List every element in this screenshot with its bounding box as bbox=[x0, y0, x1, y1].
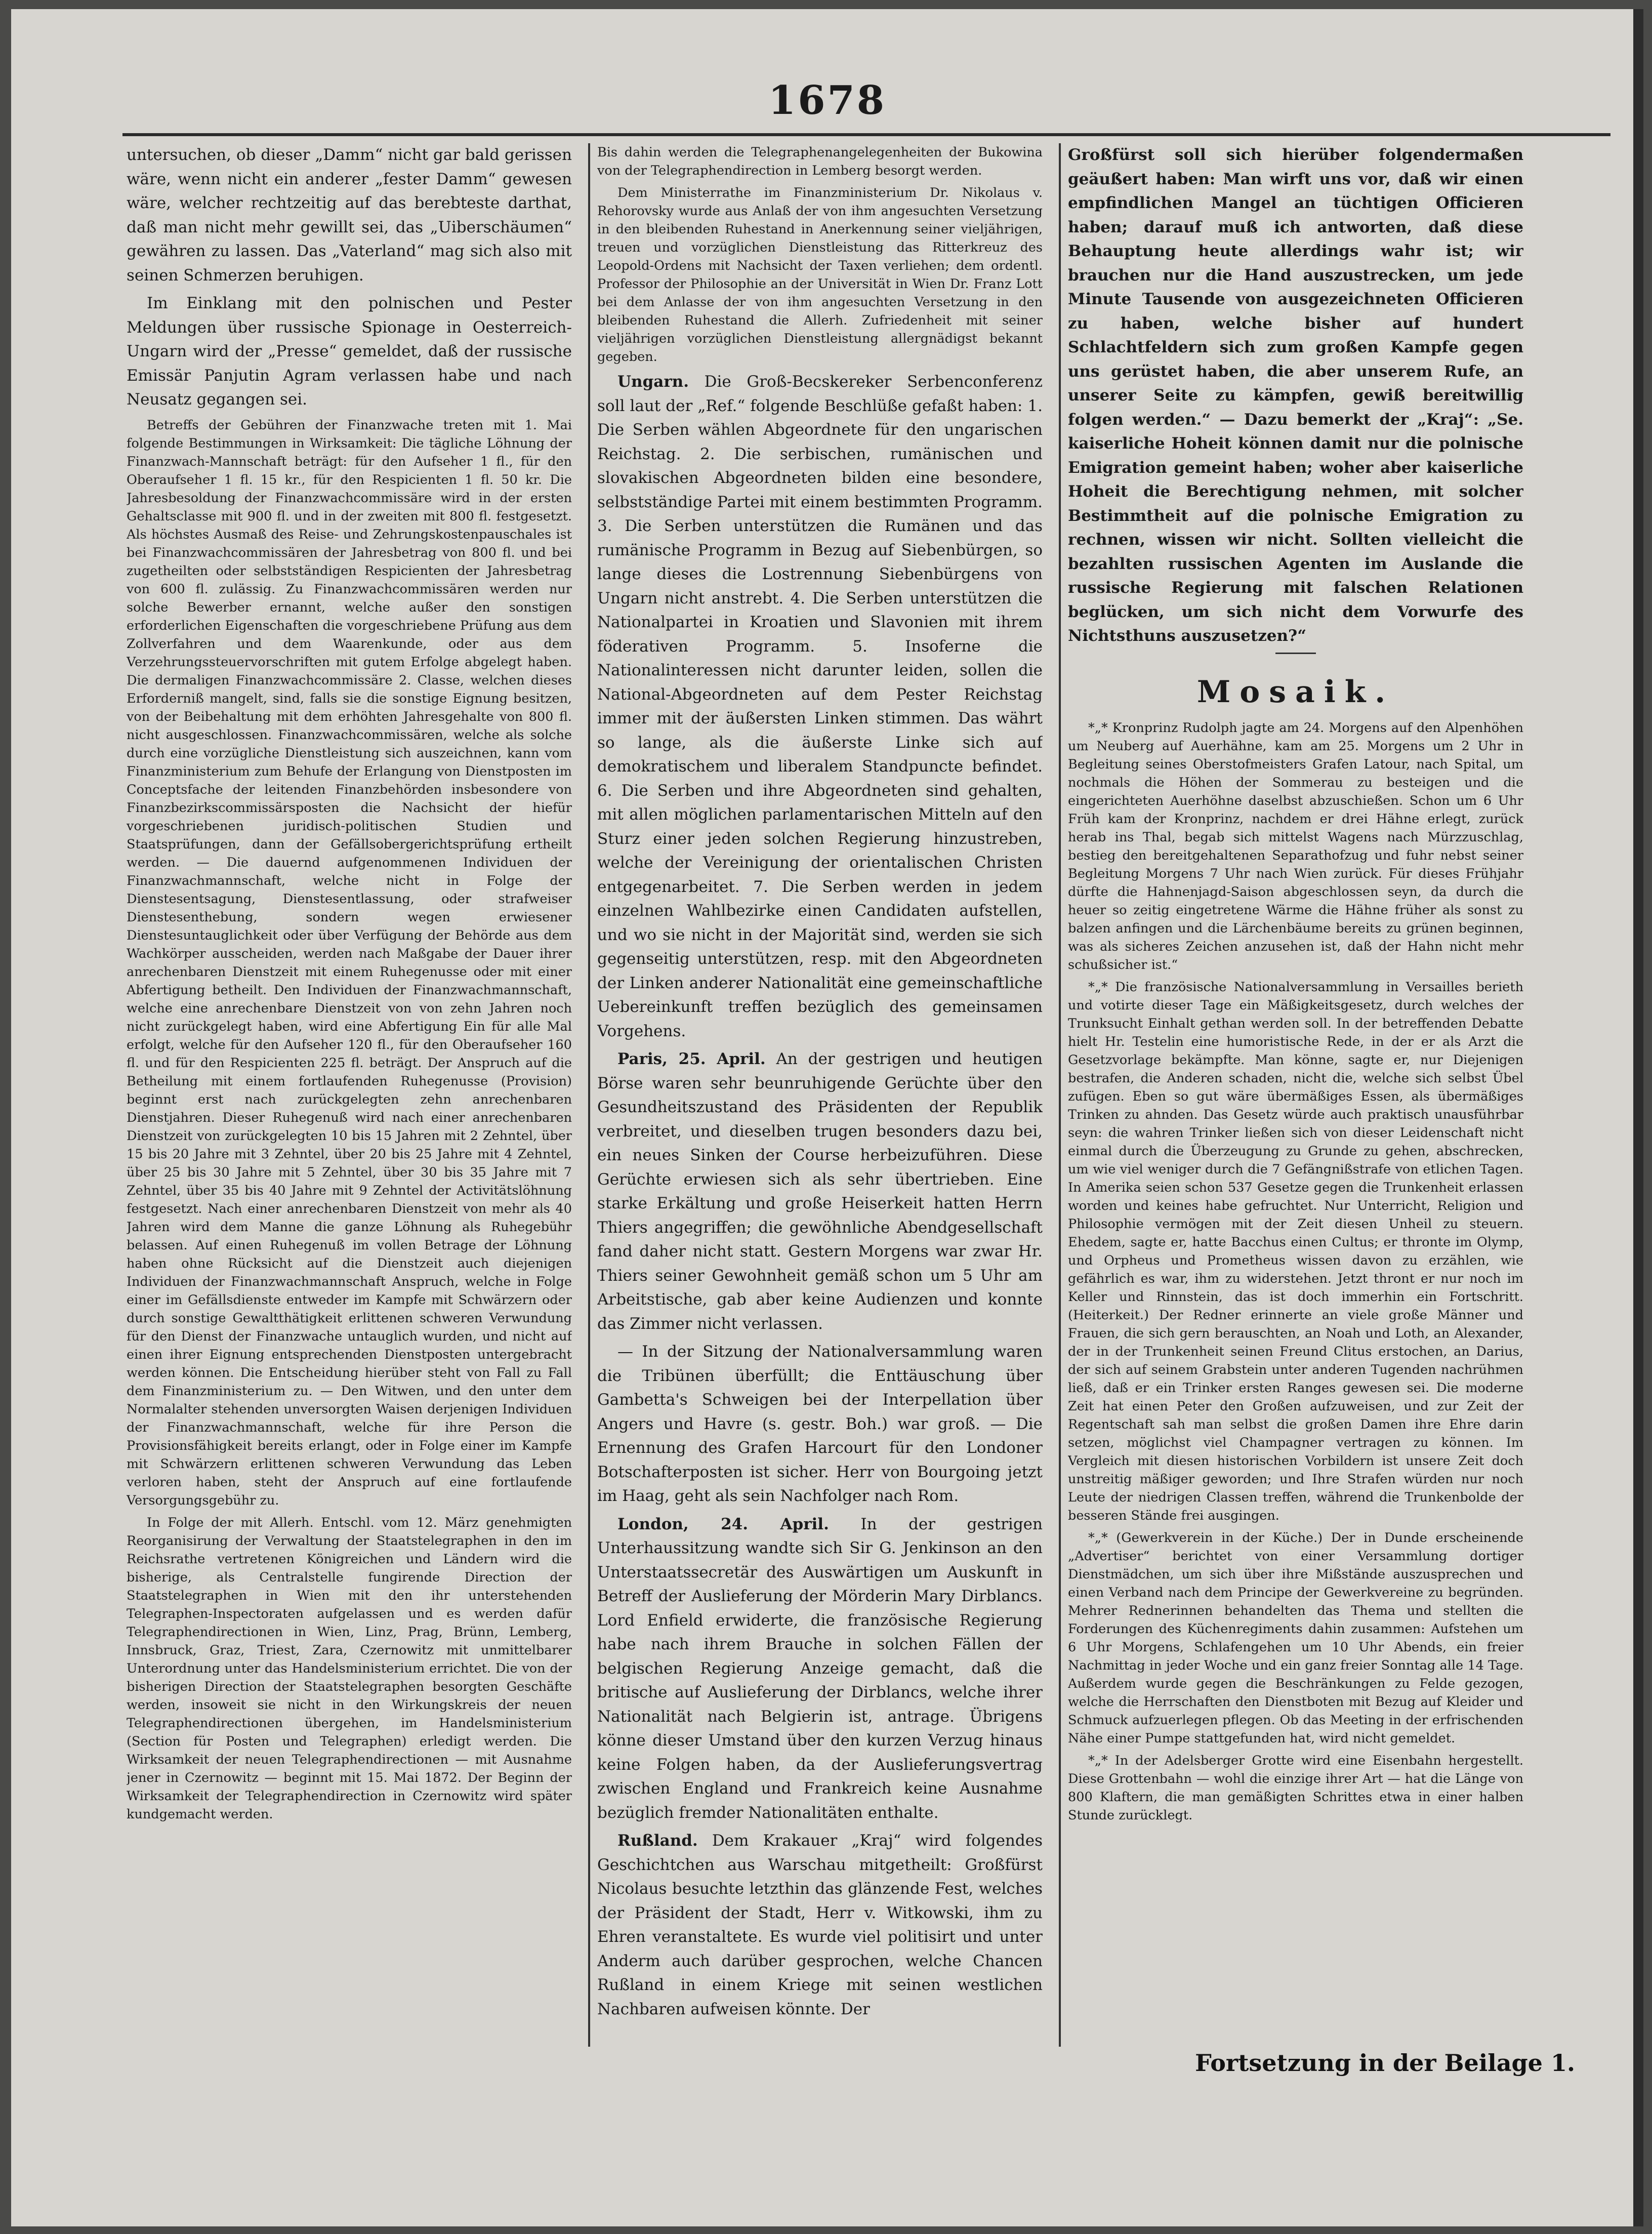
column-1 bbox=[127, 143, 572, 2128]
dateline: Rußland. bbox=[617, 1832, 698, 1850]
article-text: Dem Krakauer „Kraj“ wird folgendes Geschichtchen aus Warschau mitgetheilt: Großfürst Nicolaus besuchte letzthin das glänzende Fest, welches der Präsident der Stadt, Herr v. Witkowski, ihm zu Ehren veranstaltete. Es wurde viel politisirt und unter Anderm auch darüber gesprochen, welche Chancen Rußland in einem Kriege mit seinen westlichen Nachbaren aufweisen könnte. Der bbox=[597, 1832, 1043, 2018]
article-paragraph bbox=[597, 1513, 1043, 1825]
mosaik-item: *„* Kronprinz Rudolph jagte am 24. Morgens auf den Alpenhöhen um Neuberg auf Auerhähne, kam am 25. Morgens um 2 Uhr in Begleitung seines Oberstofmeisters Grafen Latour, nach Spital, um nochmals die Höhen der Sommerau zu besteigen und die eingerichteten Auerhöhne daselbst abzuschießen. Schon um 6 Uhr Früh kam der Kronprinz, nachdem er drei Hähne erlegt, zurück herab ins Thal, begab sich mittelst Wagens nach Mürzzuschlag, bestieg den bereitgehaltenen Separathofzug und fuhr nebst seiner Begleitung Morgens 7 Uhr nach Wien zurück. Für dieses Frühjahr dürfte die Hahnenjagd-Saison abgeschlossen seyn, da durch die heuer so zeitig eingetretene Wärme die Hähne früher als sonst zu balzen anfingen und die Lärchenbäume bereits zu grünen beginnen, was als sicheres Zeichen anzusehen ist, daß der Hahn nicht mehr schußsicher ist.“ bbox=[1068, 720, 1523, 972]
mosaik-item: *„* In der Adelsberger Grotte wird eine Eisenbahn hergestellt. Diese Grottenbahn — wohl die einzige ihrer Art — hat die Länge von 800 Klaftern, die man gemäßigten Schrittes etwa in einer halben Stunde zurücklegt. bbox=[1068, 1753, 1523, 1823]
article-paragraph: Großfürst soll sich hierüber folgendermaßen geäußert haben: Man wirft uns vor, daß wir einen empfindlichen Mangel an tüchtigen Officieren haben; darauf muß ich antworten, daß diese Behauptung heute allerdings wahr ist; wir brauchen nur die Hand auszustrecken, um jede Minute Tausende von ausgezeichneten Officieren zu haben, welche bisher auf hundert Schlachtfeldern sich zum großen Kampfe gegen uns gerüstet haben, die aber unserem Rufe, an unserer Seite zu kämpfen, gewiß bereitwillig folgen werden.“ — Dazu bemerkt der „Kraj“: „Se. kaiserliche Hoheit können damit nur die polnische Emigration gemeint haben; woher aber kaiserliche Hoheit die Berechtigung nehmen, mit solcher Bestimmtheit auf die polnische Emigration zu rechnen, wissen wir nicht. Sollten vielleicht die bezahlten russischen Agenten im Auslande die russische Regierung mit falschen Relationen beglücken, um sich nicht dem Vorwurfe des Nichtsthuns auszusetzen?“ bbox=[1068, 146, 1523, 645]
mosaik-item: *„* Die französische Nationalversammlung in Versailles berieth und votirte dieser Tage ein Mäßigkeitsgesetz, durch welches der Trunksucht Einhalt gethan werden soll. In der betreffenden Debatte hielt Hr. Testelin eine humoristische Rede, in der er als Arzt die Gesetzvorlage bekämpfte. Man könne, sagte er, nur Diejenigen bestrafen, die Anderen schaden, nicht die, welche sich selbst Übel zufügen. Eben so gut wäre übermäßiges Essen, als übermäßiges Trinken zu ahnden. Das Gesetz würde auch praktisch unausführbar seyn: die wahren Trinker ließen sich von dieser Leidenschaft nicht einmal durch die Überzeugung zu Grunde zu gehen, abschrecken, um wie viel weniger durch die 7 Gefängnißstrafe von etlichen Tagen. In Amerika seien schon 537 Gesetze gegen die Trunkenheit erlassen worden und keines habe gefruchtet. Nur Unterricht, Religion und Philosophie vermögen mit der Zeit diesen Unheil zu steuern. Ehedem, sagte er, hatte Bacchus einen Cultus; er thronte im Olymp, und Orpheus und Prometheus wissen davon zu erzählen, wie gefährlich es war, ihm zu widerstehen. Jetzt thront er nur noch im Keller und Rinnstein, das ist doch immerhin ein Fortschritt. (Heiterkeit.) Der Redner erinnerte an viele große Männer und Frauen, die sich gern berauschten, an Noah und Loth, an Alexander, der in der Trunkenheit seinen Freund Clitus erstochen, an Darius, der sich auf seinem Grabstein unter anderen Tugenden nachrühmen ließ, daß er ein Trinker ersten Ranges gewesen sei. Die moderne Zeit hat einen Peter den Großen aufzuweisen, und zur Zeit der Regentschaft sah man selbst die großen Damen ihre Ehre darin setzen, möglichst viel Champagner vertragen zu können. Im Vergleich mit diesen historischen Vorbildern ist unsere Zeit doch unstreitig mäßiger geworden; und Ihre Strafen würden nur noch Leute der niedrigen Classen treffen, während die Trunkenbolde der besseren Stände frei ausgingen. bbox=[1068, 979, 1523, 1523]
dateline: Paris, 25. April. bbox=[617, 1050, 766, 1068]
article-paragraph bbox=[597, 1047, 1043, 1336]
column-3 bbox=[1068, 143, 1523, 2128]
article-paragraph: Dem Ministerrathe im Finanzministerium Dr. Nikolaus v. Rehorovsky wurde aus Anlaß der von ihm angesuchten Versetzung in den bleibenden Ruhestand in Anerkennung seiner vieljährigen, treuen und vorzüglichen Dienstleistung das Ritterkreuz des Leopold-Ordens mit Nachsicht der Taxen verliehen; dem ordentl. Professor der Philosophie an der Universität in Wien Dr. Franz Lott bei dem Anlasse der von ihm angesuchten Versetzung in den bleibenden Ruhestand die Allerh. Zufriedenheit mit seiner vieljährigen vorzüglichen Dienstleistung allergnädigst bekannt gegeben. bbox=[597, 185, 1043, 364]
page-number: 1678 bbox=[768, 77, 887, 124]
article-paragraph: untersuchen, ob dieser „Damm“ nicht gar bald gerissen wäre, wenn nicht ein anderer „fester Damm“ gewesen wäre, welcher rechtzeitig auf das berebteste darthat, daß man nicht mehr gewillt sei, das „Uiberschäumen“ gewähren zu lassen. Das „Vaterland“ mag sich also mit seinen Schmerzen beruhigen. bbox=[127, 146, 572, 285]
article-paragraph: In Folge der mit Allerh. Entschl. vom 12. März genehmigten Reorganisirung der Verwaltung der Staatstelegraphen in den im Reichsrathe vertretenen Königreichen und Ländern wird die bisherige, als Centralstelle fungirende Direction der Staatstelegraphen in Wien mit den ihr unterstehenden Telegraphen-Inspectoraten aufgelassen und es werden dafür Telegraphendirectionen in Wien, Linz, Prag, Brünn, Lemberg, Innsbruck, Graz, Triest, Zara, Czernowitz mit unmittelbarer Unterordnung unter das Handelsministerium errichtet. Die von der bisherigen Direction der Staatstelegraphen besorgten Geschäfte werden, insoweit sie nicht in den Wirkungskreis der neuen Telegraphendirectionen übergehen, im Handelsministerium (Section für Posten und Telegraphen) erledigt werden. Die Wirksamkeit der neuen Telegraphendirectionen — mit Ausnahme jener in Czernowitz — beginnt mit 15. Mai 1872. Der Beginn der Wirksamkeit der Telegraphendirection in Czernowitz wird später kundgemacht werden. bbox=[127, 1515, 572, 1822]
continuation-note: Fortsetzung in der Beilage 1. bbox=[1195, 2049, 1575, 2077]
article-paragraph: Im Einklang mit den polnischen und Pester Meldungen über russische Spionage in Oesterreich-Ungarn wird der „Presse“ gemeldet, daß der russische Emissär Panjutin Agram verlassen habe und nach Neusatz gegangen sei. bbox=[127, 294, 572, 409]
column-divider bbox=[588, 143, 590, 2047]
newspaper-page bbox=[11, 9, 1643, 2226]
section-rule bbox=[1275, 653, 1316, 654]
section-title: Mosaik. bbox=[1196, 674, 1395, 710]
article-paragraph: Betreffs der Gebühren der Finanzwache treten mit 1. Mai folgende Bestimmungen in Wirksamkeit: Die tägliche Löhnung der Finanzwach-Mannschaft beträgt: für den Aufseher 1 fl., für den Oberaufseher 1 fl. 15 kr., für den Respicienten 1 fl. 50 kr. Die Jahresbesoldung der Finanzwachcommissäre wird in der ersten Gehaltsclasse mit 900 fl. und in der zweiten mit 800 fl. festgesetzt. Als höchstes Ausmaß des Reise- und Zehrungskostenpauschales ist bei Finanzwachcommissären der Jahresbetrag von 800 fl. und bei zugetheilten oder selbstständigen Respicienten der Jahresbetrag von 600 fl. zulässig. Zu Finanzwachcommissären werden nur solche Bewerber ernannt, welche außer den sonstigen erforderlichen Eigenschaften die vorgeschriebene Prüfung aus dem Zollverfahren und dem Waarenkunde, oder aus dem Verzehrungssteuervorschriften mit gutem Erfolge abgelegt haben. Die dermaligen Finanzwachcommissäre 2. Classe, welchen dieses Erforderniß mangelt, sind, falls sie die sonstige Eignung besitzen, von der Beibehaltung mit dem erhöhten Jahresgehalte von 800 fl. nicht ausgeschlossen. Finanzwachcommissären, welche als solche durch eine vorzügliche Dienstleistung sich auszeichnen, kann vom Finanzministerium zum Behufe der Erlangung von Dienstposten im Conceptsfache der leitenden Finanzbehörden insbesondere von Finanzbezirkscommissärsposten die Nachsicht der hiefür vorgeschriebenen juridisch-politischen Studien und Staatsprüfungen, dann der Gefällsobergerichtsprüfung ertheilt werden. — Die dauernd aufgenommenen Individuen der Finanzwachmannschaft, welche nicht in Folge der Dienstesentsagung, Dienstesentlassung, oder strafweiser Dienstesenthebung, sondern wegen erwiesener Dienstesuntauglichkeit oder über Verfügung der Behörde aus dem Wachkörper ausscheiden, werden nach Maßgabe der Dauer ihrer anrechenbaren Dienstzeit mit einem Ruhegenusse oder mit einer Abfertigung betheilt. Den Individuen der Finanzwachmannschaft, welche eine anrechenbare Dienstzeit von von zehn Jahren noch nicht zurückgelegt haben, wird eine Abfertigung Ein für alle Mal erfolgt, welche für den Aufseher 120 fl., für den Oberaufseher 160 fl. und für den Respicienten 225 fl. beträgt. Der Anspruch auf die Betheilung mit einem fortlaufenden Ruhegenusse (Provision) beginnt erst nach zurückgelegten zehn anrechenbaren Dienstjahren. Dieser Ruhegenuß wird nach einer anrechenbaren Dienstzeit von zurückgelegten 10 bis 15 Jahren mit 2 Zehntel, über 15 bis 20 Jahre mit 3 Zehntel, über 20 bis 25 Jahre mit 4 Zehntel, über 25 bis 30 Jahre mit 5 Zehntel, über 30 bis 35 Jahre mit 7 Zehntel, über 35 bis 40 Jahre mit 9 Zehntel der Activitätslöhnung festgesetzt. Nach einer anrechenbaren Dienstzeit von mehr als 40 Jahren wird dem Manne die ganze Löhnung als Ruhegebühr belassen. Auf einen Ruhegenuß im vollen Betrage der Löhnung haben ohne Rücksicht auf die Dienstzeit auch diejenigen Individuen der Finanzwachmannschaft Anspruch, welche in Folge einer im Gefällsdienste entweder im Kampfe mit Schwärzern oder durch sonstige Gewaltthätigkeit erlittenen schweren Verwundung für den Dienst der Finanzwache untauglich wurden, und nicht auf einen ihrer Eignung entsprechenden Dienstposten untergebracht werden können. Die Entscheidung hierüber steht von Fall zu Fall dem Finanzministerium zu. — Den Witwen, und den unter dem Normalalter stehenden unversorgten Waisen derjenigen Individuen der Finanzwachmannschaft, welche für ihre Person die Provisionsfähigkeit bereits erlangt, oder in Folge einer im Kampfe mit Schwärzern erlittenen schweren Verwundung das Leben verloren haben, steht der Anspruch auf eine fortlaufende Versorgungsgebühr zu. bbox=[127, 417, 572, 1508]
article-paragraph: Bis dahin werden die Telegraphenangelegenheiten der Bukowina von der Telegraphendirection in Lemberg besorgt werden. bbox=[597, 145, 1043, 178]
article-paragraph: — In der Sitzung der Nationalversammlung waren die Tribünen überfüllt; die Enttäuschung über Gambetta's Schweigen bei der Interpellation über Angers und Havre (s. gestr. Boh.) war groß. — Die Ernennung des Grafen Harcourt für den Londoner Botschafterposten ist sicher. Herr von Bourgoing jetzt im Haag, geht als sein Nachfolger nach Rom. bbox=[597, 1343, 1043, 1505]
article-paragraph bbox=[597, 1829, 1043, 2021]
dateline: London, 24. April. bbox=[617, 1515, 829, 1533]
header-rule bbox=[122, 133, 1610, 136]
column-divider bbox=[1059, 143, 1061, 2047]
article-text: An der gestrigen und heutigen Börse waren sehr beunruhigende Gerüchte über den Gesundheitszustand des Präsidenten der Republik verbreitet, und dieselben trugen besonders dazu bei, ein neues Sinken der Course herbeizuführen. Diese Gerüchte erwiesen sich als sehr übertrieben. Eine starke Erkältung und große Heiserkeit hatten Herrn Thiers angegriffen; die gewöhnliche Abendgesellschaft fand daher nicht statt. Gestern Morgens war zwar Hr. Thiers seiner Gewohnheit gemäß schon um 5 Uhr am Arbeitstische, gab aber keine Audienzen und konnte das Zimmer nicht verlassen. bbox=[597, 1050, 1043, 1333]
article-text: In der gestrigen Unterhaussitzung wandte sich Sir G. Jenkinson an den Unterstaatssecretär des Auswärtigen um Auskunft in Betreff der Auslieferung der Mörderin Mary Dirblancs. Lord Enfield erwiderte, die französische Regierung habe nach ihrem Brauche in solchen Fällen der belgischen Regierung Anzeige gemacht, daß die britische auf Auslieferung der Dirblancs, welche ihrer Nationalität nach Belgierin ist, antrage. Übrigens könne dieser Umstand über den kurzen Verzug hinaus keine Folgen haben, da der Auslieferungsvertrag zwischen England und Frankreich keine Ausnahme bezüglich fremder Nationalitäten enthalte. bbox=[597, 1515, 1043, 1822]
mosaik-item: *„* (Gewerkverein in der Küche.) Der in Dunde erscheinende „Advertiser“ berichtet von einer Versammlung dortiger Dienstmädchen, um sich über ihre Mißstände auszusprechen und einen Verband nach dem Principe der Gewerkvereine zu begründen. Mehrer Rednerinnen behandelten das Thema und stellten die Forderungen des Küchenregiments dahin zusammen: Aufstehen um 6 Uhr Morgens, Schlafengehen um 10 Uhr Abends, ein freier Nachmittag in jeder Woche und ein ganz freier Sonntag alle 14 Tage. Außerdem wurde gegen die Beschränkungen zu Felde gezogen, welche die Herrschaften den Dienstboten mit Bezug auf Kleider und Schmuck aufzuerlegen pflegen. Ob das Meeting in der erfrischenden Nähe einer Pumpe stattgefunden hat, wird nicht gemeldet. bbox=[1068, 1530, 1523, 1746]
article-paragraph bbox=[597, 370, 1043, 1043]
article-text: Die Groß-Becskereker Serbenconferenz soll laut der „Ref.“ folgende Beschlüße gefaßt haben: 1. Die Serben wählen Abgeordnete für den ungarischen Reichstag. 2. Die serbischen, rumänischen und slovakischen Abgeordneten bilden eine besondere, selbstständige Partei mit einem bestimmten Programm. 3. Die Serben unterstützen die Rumänen und das rumänische Programm in Bezug auf Siebenbürgen, so lange dieses die Lostrennung Siebenbürgens von Ungarn nicht anstrebt. 4. Die Serben unterstützen die Nationalpartei in Kroatien und Slavonien mit ihrem föderativen Programm. 5. Insoferne die Nationalinteressen nicht darunter leiden, sollen die National-Abgeordneten auf dem Pester Reichstag immer mit der äußersten Linken stimmen. Das währt so lange, als die äußerste Linke sich auf demokratischem und liberalem Standpuncte befindet. 6. Die Serben und ihre Abgeordneten sind gehalten, mit allen möglichen parlamentarischen Mitteln auf den Sturz einer jeden solchen Regierung hinzustreben, welche der Vereinigung der orientalischen Christen entgegenarbeitet. 7. Die Serben werden in jedem einzelnen Wahlbezirke einen Candidaten aufstellen, und wo sie nicht in der Majorität sind, werden sie sich gegenseitig unterstützen, resp. mit den Abgeordneten der Linken anderer Nationalität eine gemeinschaftliche Uebereinkunft treffen bezüglich des gemeinsamen Vorgehens. bbox=[597, 373, 1043, 1040]
page-edge-shadow bbox=[1633, 9, 1643, 2226]
column-2 bbox=[597, 143, 1043, 2128]
dateline: Ungarn. bbox=[617, 373, 689, 391]
